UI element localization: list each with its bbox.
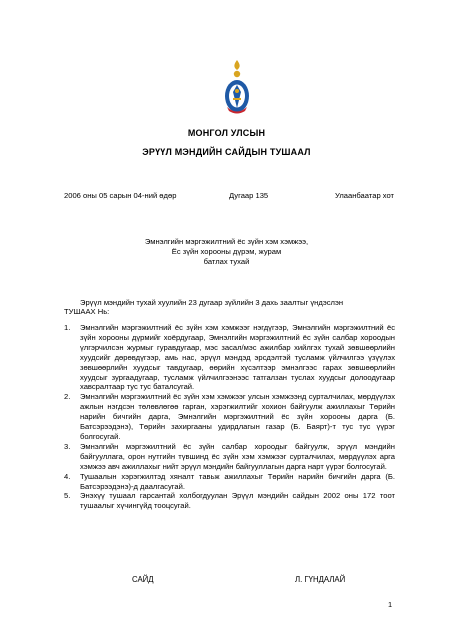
- subject-line: батлах тухай: [203, 257, 250, 266]
- country-heading: МОНГОЛ УЛСЫН: [187, 128, 266, 138]
- order-items-list: [64, 323, 395, 511]
- document-title: ЭРҮҮЛ МЭНДИЙН САЙДЫН ТУШААЛ: [142, 147, 311, 157]
- item-number: 5.: [64, 491, 71, 501]
- order-subject: [0, 237, 453, 267]
- item-text: Тушаалын хэрэгжилтэд хяналт тавьж ажиллахыг Төрийн нарийн бичгийн дарга (Б. Батсэрээдэнэ)-д даалгасугай.: [80, 471, 395, 491]
- order-item: [64, 442, 395, 472]
- subject-line: Эмнэлгийн мэргэжилтний ёс зүйн хэм хэмжээ,: [144, 237, 309, 246]
- order-item: [64, 491, 395, 511]
- preamble: Эрүүл мэндийн тухай хуулийн 23 дугаар зүйлийн 3 дахь заалтыг үндэслэн: [80, 298, 344, 307]
- order-item: [64, 392, 395, 442]
- item-text: Эмнэлгийн мэргэжилтний ёс зүйн хэм хэмжээг улсын хэмжээнд сурталчилах, мөрдүүлэх ажлын нэгдсэн төлөвлөгөө гарган, хэрэгжилтийг хохион байгуулж ажиллахыг Төрийн нарийн бичгийн дарга, Эмнэлгийн мэргэжилтний ёс зүйн хорооны дарга (Б. Батсэрээдэнэ), Төрийн захиргааны удирдлагын газар (Б. Баярт)-т тус тус үүрэг болгосугай.: [80, 392, 395, 441]
- state-emblem-icon: [223, 58, 251, 116]
- order-directive: ТУШААХ Нь:: [64, 307, 110, 316]
- item-number: 1.: [64, 323, 71, 332]
- order-date: 2006 оны 05 сарын 04-ний өдөр: [64, 191, 177, 200]
- order-place: Улаанбаатар хот: [335, 191, 395, 200]
- item-text: Энэхүү тушаал гарсантай холбогдуулан Эрүүл мэндийн сайдын 2002 оны 172 тоот тушаалыг хүчингүйд тооцсугай.: [80, 491, 395, 511]
- item-number: 2.: [64, 392, 71, 402]
- order-number: Дугаар 135: [229, 191, 269, 200]
- item-number: 4.: [64, 471, 71, 481]
- order-item: [64, 472, 395, 492]
- item-number: 3.: [64, 441, 71, 451]
- subject-line: Ёс зүйн хорооны дүрэм, журам: [171, 247, 282, 256]
- page-number: 1: [388, 600, 393, 609]
- order-item: [64, 323, 395, 392]
- signatory-position: САЙД: [132, 575, 154, 584]
- item-text: Эмнэлгийн мэргэжилтний ёс зүйн салбар хороодыг байгуулж, эрүүл мэндийн байгууллага, орон нутгийн түвшинд ёс зүйн хэм хэмжээг сурталчилах, мөрдүүлэх арга хэмжээ авч ажиллахыг нийт эрүүл мэндийн байгууллагын дарга нарт үүрэг болгосугай.: [80, 441, 395, 471]
- signatory-name: Л. ГҮНДАЛАЙ: [295, 575, 346, 584]
- item-text: Эмнэлгийн мэргэжилтний ёс зүйн хэм хэмжээг нэгдүгээр, Эмнэлгийн мэргэжилтний ёс зүйн хорооны дүрмийг хоёрдугаар, Эмнэлгийн мэргэжилтний ёс зүйн салбар хороодын үлгэрчилсэн журмыг гуравдугаар, мэс засал/мэс ажилбар хийлгэх тухай зөвшөөрлийн хуудсийг дөрөвдүгээр, амь нас, эрүүл мэндэд эрсдэлтэй тусламж үйлчилгээ үзүүлэх зөвшөөрлийн хуудсыг тавдугаар, өөрийн хүсэлтээр эмнэлгээс гарах зөвшөөрлийн хуудсыг зургаадугаар, тусламж үйлчилгээнээс татгалзан туслах хуудсыг долоодугаар хавсралтаар тус тус баталсугай.: [80, 323, 395, 392]
